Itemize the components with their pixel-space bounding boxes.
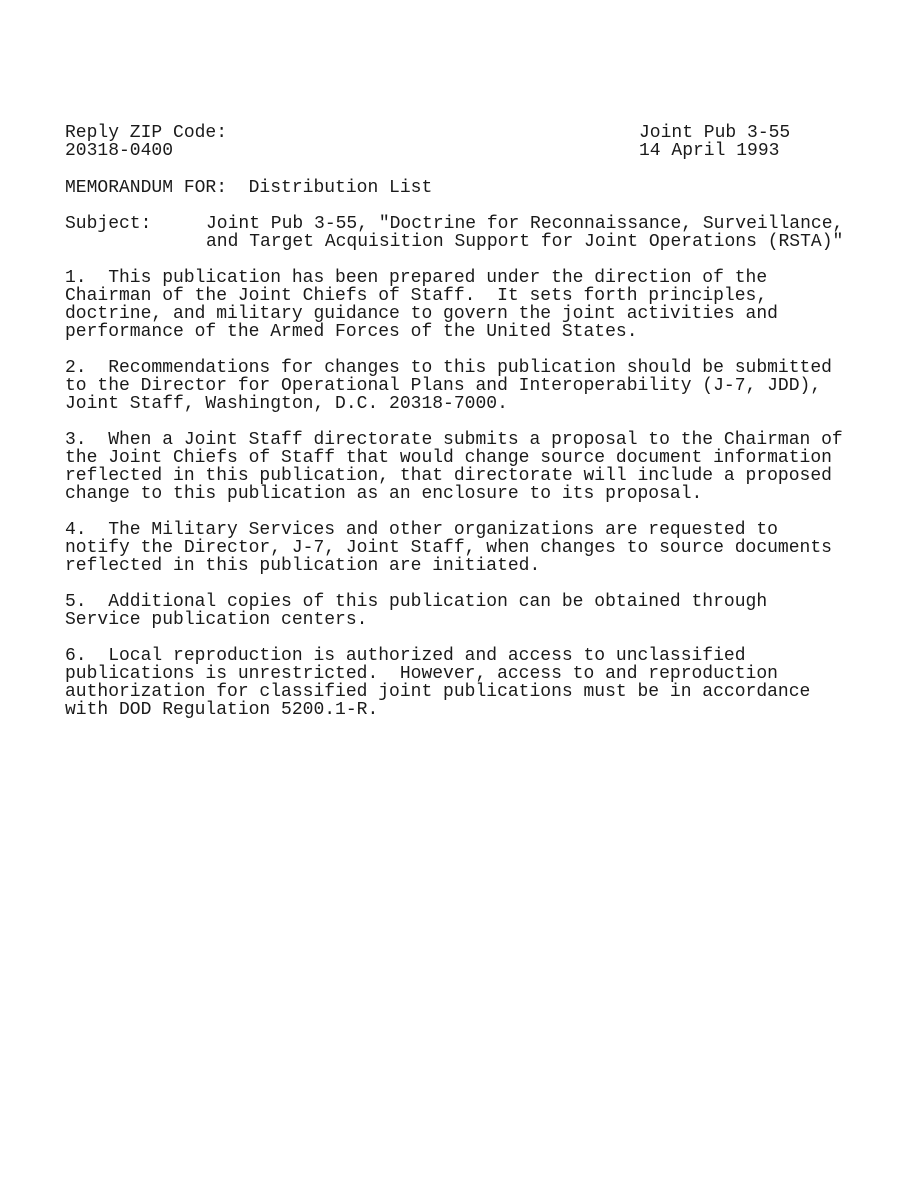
paragraph-1: 1. This publication has been prepared under the direction of the Chairman of the Joint Chiefs of Staff. It sets forth principles, doctrine, and military guidance to govern the joint activities and performance of the Armed Forces of the United States. — [65, 268, 778, 342]
reply-zip-block — [65, 124, 227, 160]
publication-date: 14 April 1993 — [639, 141, 780, 161]
reply-zip-value: 20318-0400 — [65, 141, 174, 161]
subject-label: Subject: — [65, 214, 152, 234]
paragraph-5: 5. Additional copies of this publication can be obtained through Service publication centers. — [65, 592, 768, 630]
publication-id: Joint Pub 3-55 — [639, 123, 791, 143]
memorandum-for-line: MEMORANDUM FOR: Distribution List — [65, 178, 433, 198]
paragraph-3: 3. When a Joint Staff directorate submits a proposal to the Chairman of the Joint Chiefs of Staff that would change source document information reflected in this publication, that directorate will include a proposed change to this publication as an enclosure to its proposal. — [65, 430, 843, 504]
publication-info-block — [639, 124, 790, 160]
paragraph-4: 4. The Military Services and other organizations are requested to notify the Director, J-7, Joint Staff, when changes to source documents reflected in this publication are initiated. — [65, 520, 832, 576]
reply-zip-label: Reply ZIP Code: — [65, 123, 228, 143]
paragraph-2: 2. Recommendations for changes to this publication should be submitted to the Director for Operational Plans and Interoperability (J-7, JDD), Joint Staff, Washington, D.C. 20318-7000. — [65, 358, 832, 414]
paragraph-6: 6. Local reproduction is authorized and access to unclassified publications is unrestricted. However, access to and reproduction authorization for classified joint publications must be in accordance with DOD Regulation 5200.1-R. — [65, 646, 811, 720]
subject-text: Joint Pub 3-55, "Doctrine for Reconnaissance, Surveillance, and Target Acquisition Support for Joint Operations (RSTA)" — [206, 214, 844, 252]
